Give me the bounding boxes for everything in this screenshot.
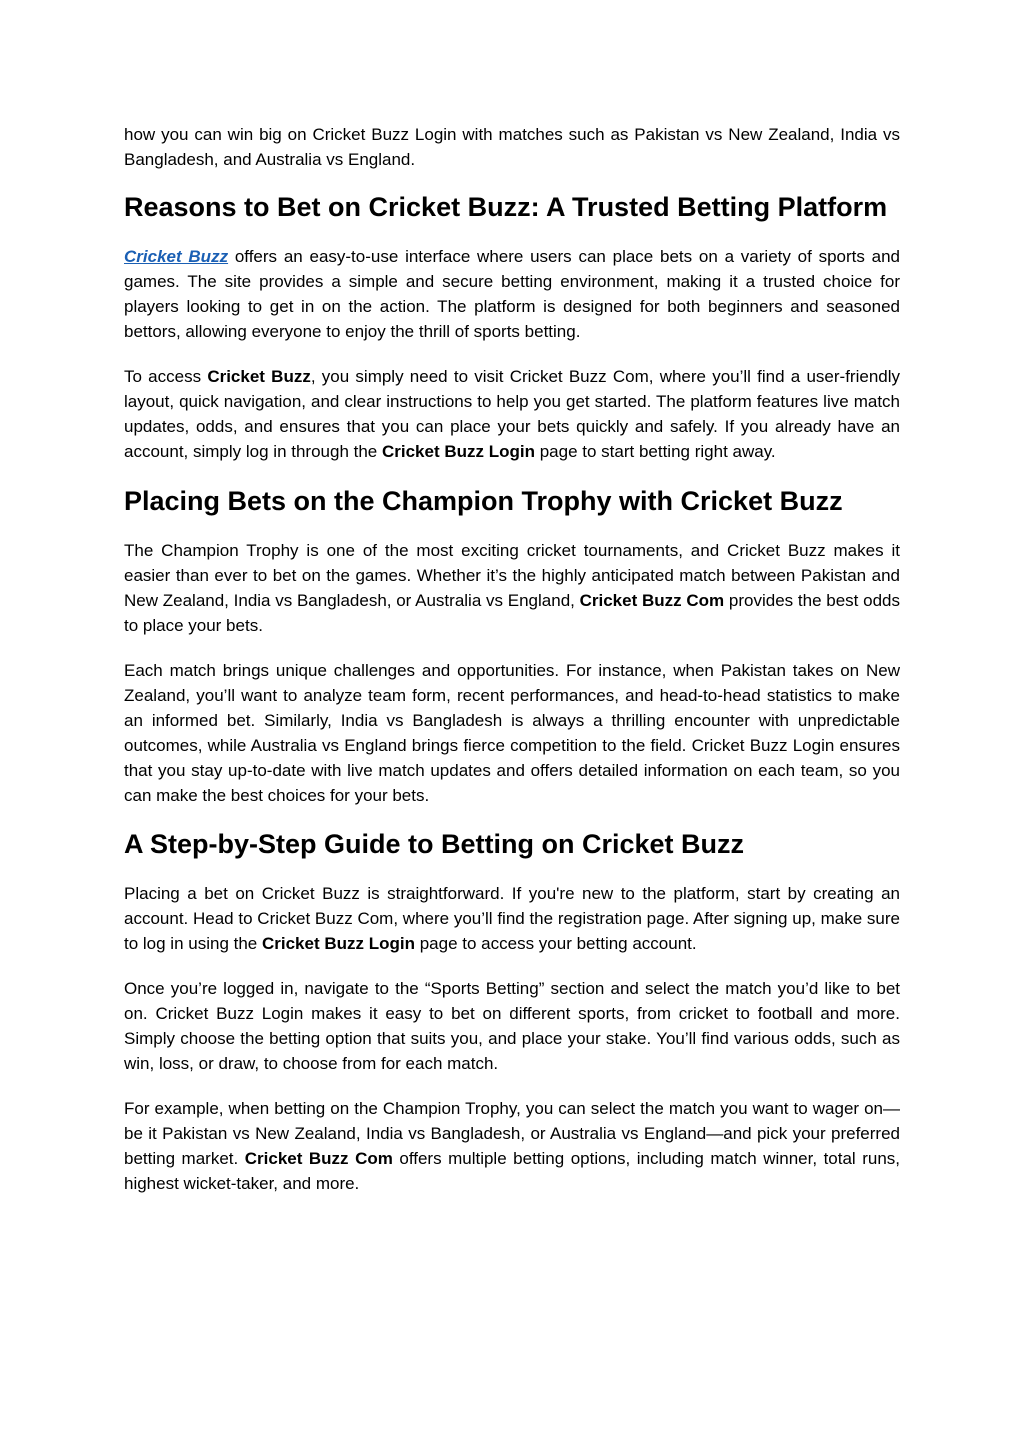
guide-p1-text-1: Placing a bet on Cricket Buzz is straightforward. If you're new to the platform, start by creating an account. Head to Cricket Buzz Com, where you’ll find the registration page. After signing up, make sure to log in using the (124, 884, 900, 953)
heading-reasons: Reasons to Bet on Cricket Buzz: A Trusted Betting Platform (124, 192, 888, 222)
placing-p1-text-2: provides the best odds to place your bets. (124, 591, 900, 635)
reasons-paragraph-1 (124, 244, 900, 344)
intro-text: how you can win big on Cricket Buzz Login with matches such as Pakistan vs New Zealand, India vs Bangladesh, and Australia vs England. (124, 125, 900, 169)
guide-paragraph-2 (124, 976, 900, 1076)
reasons-p2-text-2: , you simply need to visit Cricket Buzz Com, where you’ll find a user-friendly layout, quick navigation, and clear instructions to help you get started. The platform features live match updates, odds, and ensures that you can place your bets quickly and safely. If you already have an account, simply log in through the (124, 367, 901, 461)
placing-paragraph-1 (124, 538, 900, 638)
reasons-p2-text-1: To access (124, 367, 208, 386)
cricket-buzz-link[interactable]: Cricket Buzz (124, 247, 229, 266)
guide-paragraph-1 (124, 881, 900, 956)
guide-p3-text-1: For example, when betting on the Champion Trophy, you can select the match you want to wager on—be it Pakistan vs New Zealand, India vs Bangladesh, or Australia vs England—and pick your preferred betting market. (124, 1099, 900, 1168)
heading-placing: Placing Bets on the Champion Trophy with Cricket Buzz (124, 486, 843, 516)
placing-p1-text-1: The Champion Trophy is one of the most exciting cricket tournaments, and Cricket Buzz makes it easier than ever to bet on the games. Whether it’s the highly anticipated match between Pakistan and New Zealand, India vs Bangladesh, or Australia vs England, (124, 541, 900, 610)
placing-paragraph-2 (124, 658, 900, 808)
placing-p1-bold-1: Cricket Buzz Com (579, 591, 725, 610)
guide-p2-text: Once you’re logged in, navigate to the “Sports Betting” section and select the match you’d like to bet on. Cricket Buzz Login makes it easy to bet on different sports, from cricket to football and more. Simply choose the betting option that suits you, and place your stake. You’ll find various odds, such as win, loss, or draw, to choose from for each match. (124, 979, 900, 1073)
document-page (124, 122, 900, 1196)
guide-p3-text-2: offers multiple betting options, including match winner, total runs, highest wicket-taker, and more. (124, 1149, 900, 1193)
reasons-paragraph-2 (124, 364, 900, 464)
reasons-p2-bold-2: Cricket Buzz Login (381, 442, 535, 461)
reasons-p1-text: offers an easy-to-use interface where users can place bets on a variety of sports and games. The site provides a simple and secure betting environment, making it a trusted choice for players looking to get in on the action. The platform is designed for both beginners and seasoned bettors, allowing everyone to enjoy the thrill of sports betting. (124, 247, 901, 341)
intro-paragraph (124, 122, 900, 172)
reasons-p2-bold-1: Cricket Buzz (207, 367, 311, 386)
guide-p1-bold-1: Cricket Buzz Login (261, 934, 415, 953)
placing-p2-text: Each match brings unique challenges and opportunities. For instance, when Pakistan takes on New Zealand, you’ll want to analyze team form, recent performances, and head-to-head statistics to make an informed bet. Similarly, India vs Bangladesh is always a thrilling encounter with unpredictable outcomes, while Australia vs England brings fierce competition to the field. Cricket Buzz Login ensures that you stay up-to-date with live match updates and offers detailed information on each team, so you can make the best choices for your bets. (124, 661, 900, 805)
reasons-p2-text-3: page to start betting right away. (535, 442, 776, 461)
guide-paragraph-3 (124, 1096, 900, 1196)
guide-p1-text-2: page to access your betting account. (415, 934, 697, 953)
heading-guide: A Step-by-Step Guide to Betting on Cricket Buzz (124, 829, 745, 859)
guide-p3-bold-1: Cricket Buzz Com (244, 1149, 393, 1168)
